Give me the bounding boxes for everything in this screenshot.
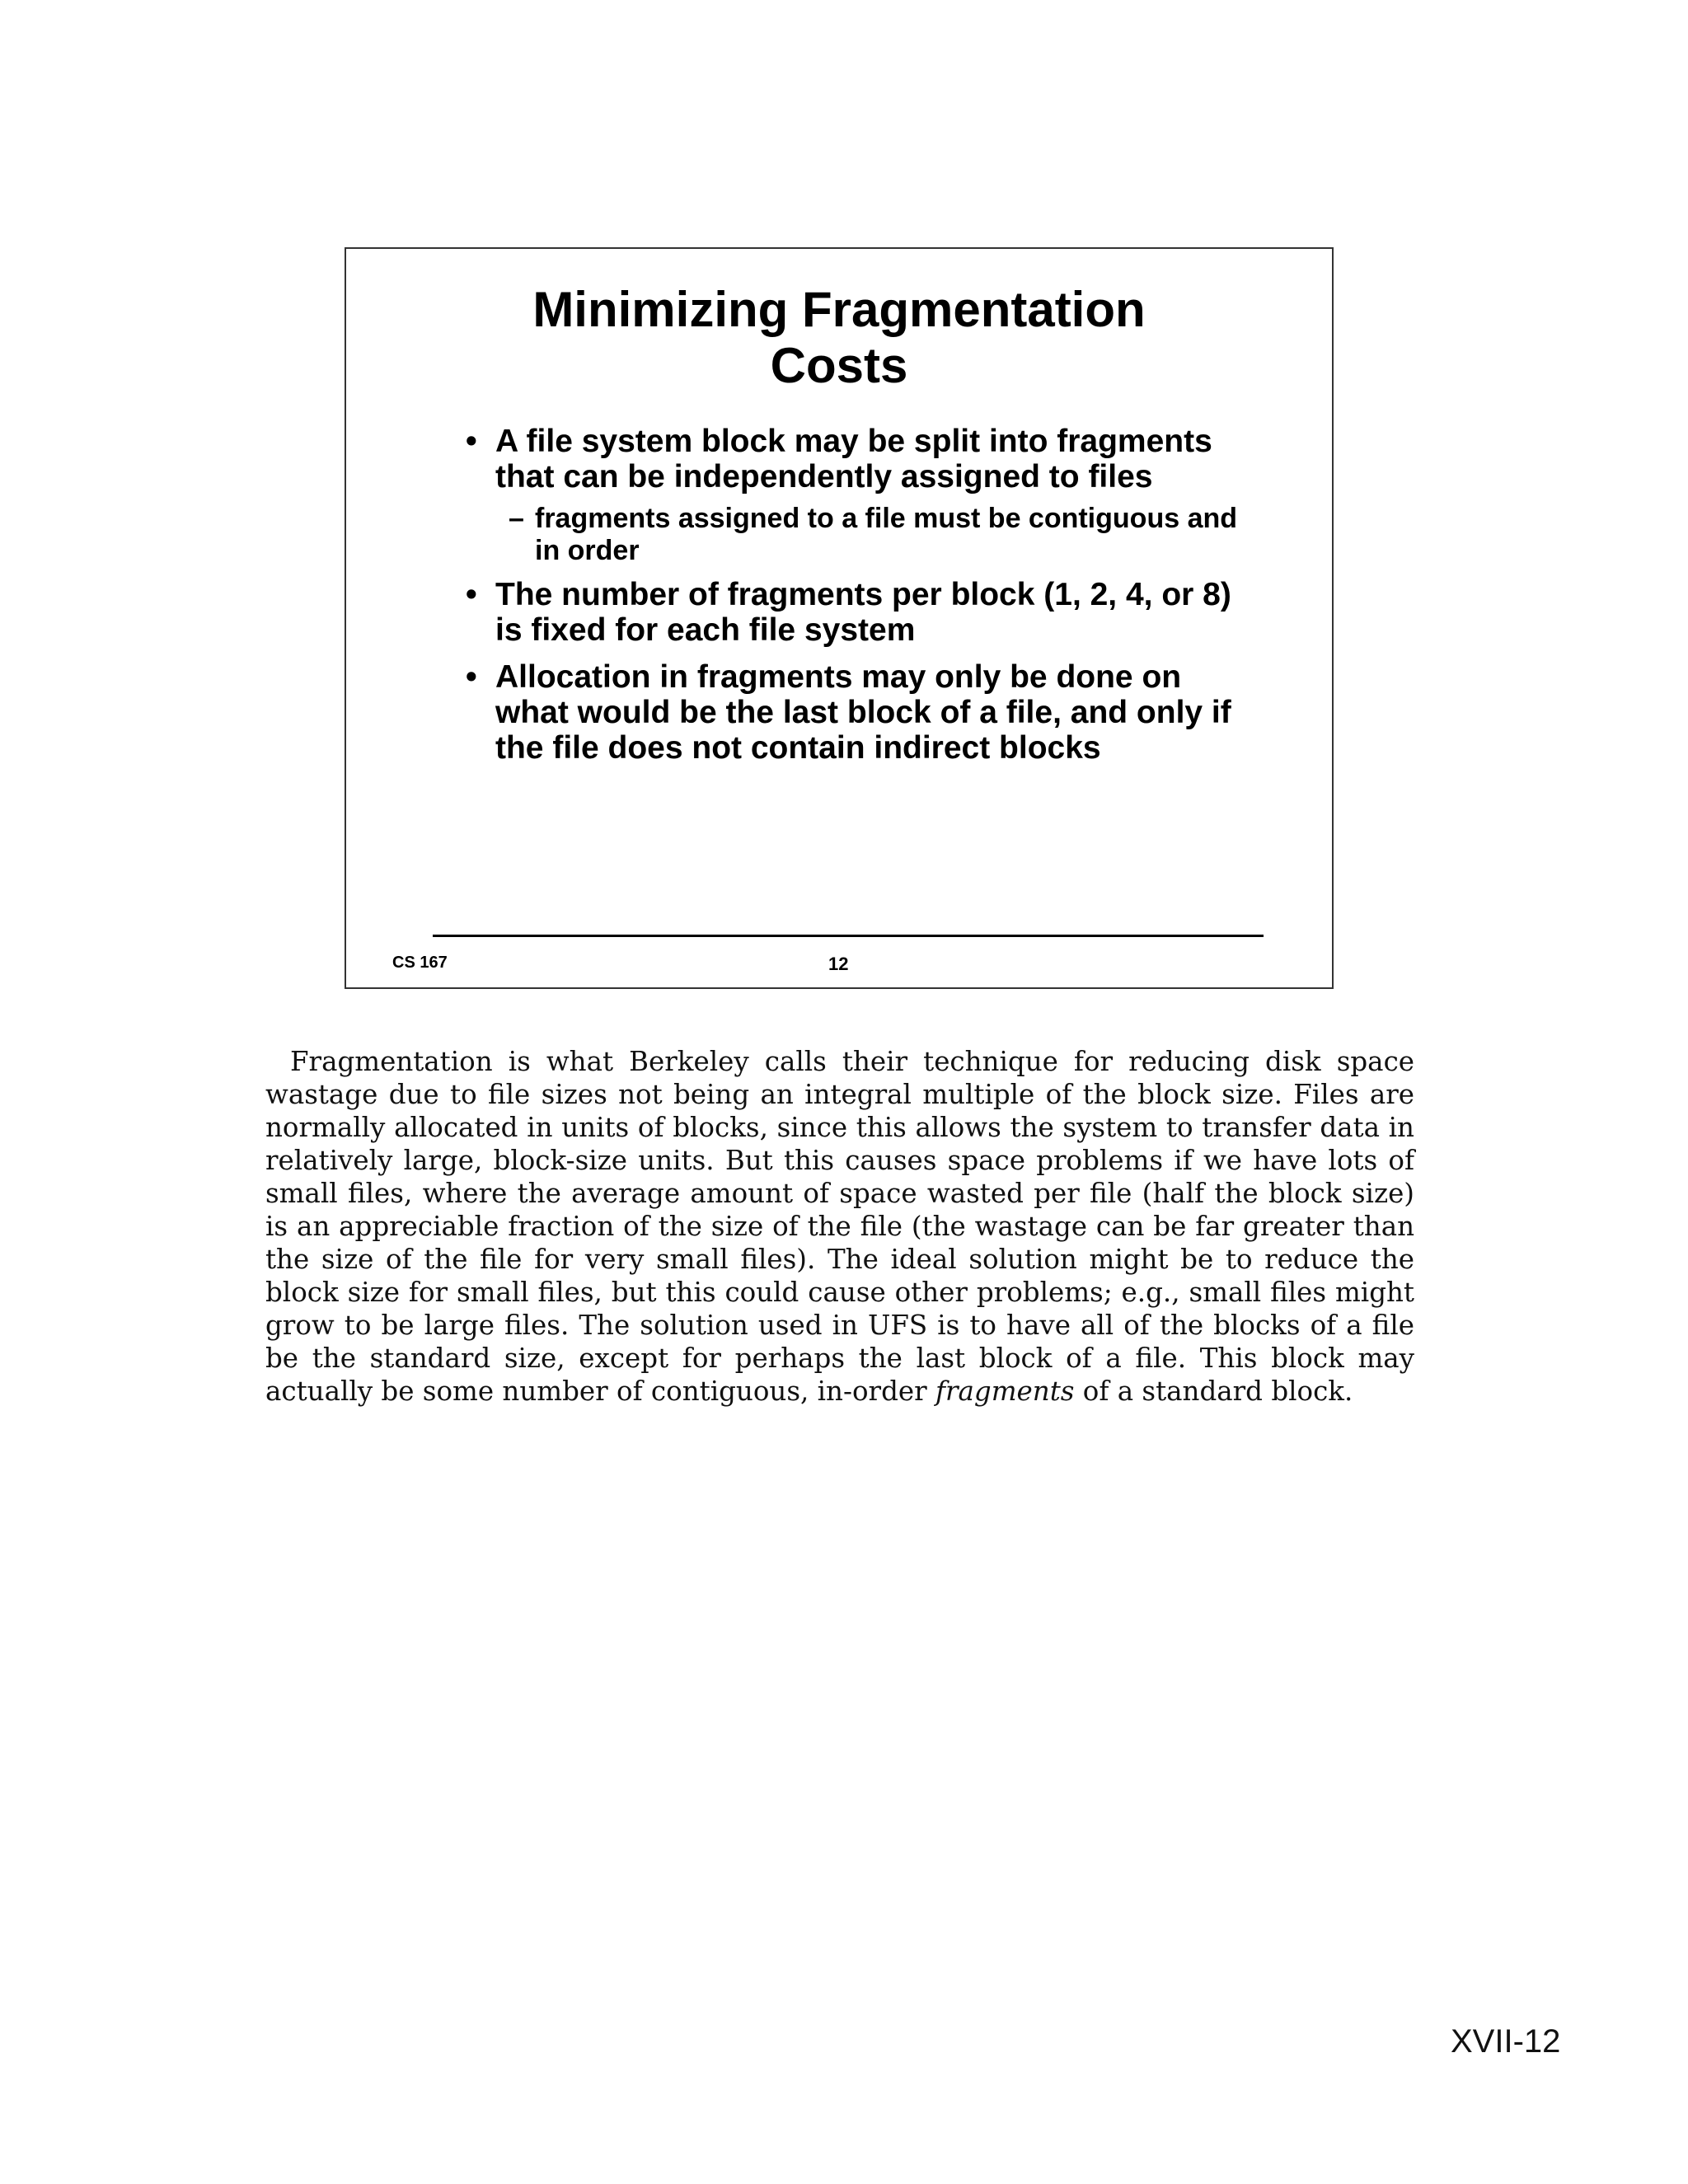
sub-bullet-item bbox=[509, 503, 1257, 567]
slide-number: 12 bbox=[828, 954, 849, 974]
body-emphasis: fragments bbox=[935, 1376, 1075, 1407]
footer-divider bbox=[433, 935, 1264, 937]
sub-bullet-text: fragments assigned to a file must be contiguous and in order bbox=[535, 503, 1238, 566]
bullet-mark: • bbox=[466, 424, 477, 459]
bullet-text: The number of fragments per block (1, 2, 4, or 8) is fixed for each file system bbox=[495, 577, 1231, 648]
bullet-item bbox=[466, 577, 1257, 648]
bullet-text: Allocation in fragments may only be done on what would be the last block of a file, and only if the file does not contain indirect blocks bbox=[495, 659, 1231, 766]
bullet-list bbox=[466, 424, 1257, 766]
body-paragraph bbox=[265, 1045, 1414, 1408]
page-number: XVII-12 bbox=[1451, 2023, 1561, 2060]
bullet-item bbox=[466, 659, 1257, 766]
slide-title bbox=[346, 282, 1332, 394]
bullet-mark: • bbox=[466, 577, 477, 612]
slide-title-line1: Minimizing Fragmentation bbox=[532, 282, 1146, 337]
bullet-mark: • bbox=[466, 659, 477, 695]
course-label: CS 167 bbox=[392, 954, 448, 972]
slide-frame bbox=[345, 247, 1334, 989]
body-text-part2: of a standard block. bbox=[1074, 1376, 1353, 1407]
bullet-item bbox=[466, 424, 1257, 494]
body-text-part1: Fragmentation is what Berkeley calls their technique for reducing disk space wastage due to file sizes not being an integral multiple of the block size. Files are normally allocated in units of blocks, since this allows the system to transfer data in relatively large, block-size units. But this causes space problems if we have lots of small files, where the average amount of space wasted per file (half the block size) is an appreciable fraction of the size of the file (the wastage can be far greater than the size of the file for very small files). The ideal solution might be to reduce the block size for small files, but this could cause other problems; e.g., small files might grow to be large files. The solution used in UFS is to have all of the blocks of a file be the standard size, except for perhaps the last block of a file. This block may actually be some number of contiguous, in-order bbox=[265, 1046, 1414, 1407]
bullet-text: A file system block may be split into fragments that can be independently assigned to files bbox=[495, 424, 1212, 494]
slide-title-line2: Costs bbox=[770, 338, 908, 393]
sub-bullet-mark: – bbox=[509, 503, 524, 534]
